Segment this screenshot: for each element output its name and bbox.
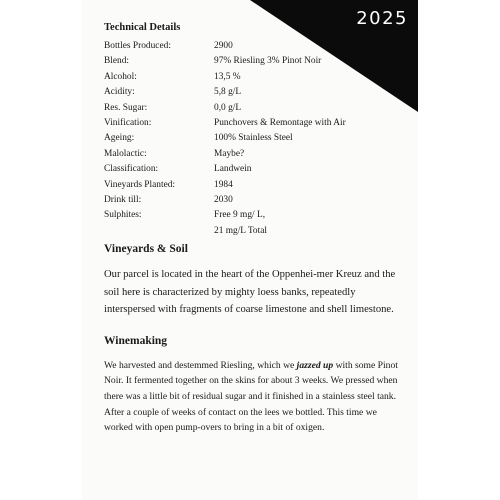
spec-label: Sulphites: <box>104 210 142 221</box>
spec-row <box>104 224 404 239</box>
spec-row <box>104 70 404 85</box>
wine-tech-sheet <box>82 0 418 500</box>
spec-label: Vineyards Planted: <box>104 179 176 190</box>
spec-value: 100% Stainless Steel <box>214 133 293 144</box>
technical-details-heading: Technical Details <box>104 22 181 33</box>
spec-value: 13,5 % <box>214 71 241 82</box>
spec-label: Classification: <box>104 164 159 175</box>
spec-label: Res. Sugar: <box>104 102 148 113</box>
spec-value: 1984 <box>214 179 233 190</box>
spec-row <box>104 85 404 100</box>
spec-label: Blend: <box>104 56 129 67</box>
spec-row <box>104 116 404 131</box>
spec-row <box>104 162 404 177</box>
vineyards-heading: Vineyards & Soil <box>104 243 188 256</box>
winemaking-text-start: We harvested and destemmed Riesling, which we <box>104 359 297 371</box>
spec-row <box>104 131 404 146</box>
spec-row <box>104 147 404 162</box>
winemaking-text <box>104 358 404 436</box>
spec-value: 2900 <box>214 41 233 51</box>
spec-label: Vinification: <box>104 118 152 129</box>
spec-value: 5,8 g/L <box>214 87 242 98</box>
spec-label: Malolactic: <box>104 148 147 159</box>
spec-label: Bottles Produced: <box>104 41 171 51</box>
spec-row <box>104 101 404 116</box>
sheet-content <box>104 22 404 436</box>
spec-value: Punchovers & Remontage with Air <box>214 118 346 129</box>
spec-row <box>104 39 404 54</box>
winemaking-emphasis: jazzed up <box>296 359 334 371</box>
spec-row <box>104 208 404 223</box>
spec-value: Landwein <box>214 164 252 175</box>
spec-value: 97% Riesling 3% Pinot Noir <box>214 56 322 67</box>
spec-value: Free 9 mg/ L, <box>214 210 266 221</box>
spec-row <box>104 178 404 193</box>
spec-value: 21 mg/L Total <box>214 225 267 236</box>
spec-label: Ageing: <box>104 133 135 144</box>
winemaking-text-end: with some Pinot Noir. It fermented together on the skins for about 3 weeks. We pressed when there was a little bit of residual sugar and it finished in a stainless steel tank. After a couple of weeks of contact on the lees we bottled. This time we worked with open pump-overs to bring in a bit of oxigen. <box>104 359 398 434</box>
spec-label: Alcohol: <box>104 71 137 82</box>
vintage-year: 2025 <box>356 8 408 29</box>
spec-label: Acidity: <box>104 87 135 98</box>
spec-label <box>104 224 214 239</box>
winemaking-heading: Winemaking <box>104 334 168 347</box>
spec-value: 2030 <box>214 195 233 206</box>
technical-details-table <box>104 39 404 239</box>
spec-row <box>104 54 404 69</box>
vineyards-text: Our parcel is located in the heart of the Oppenhei-mer Kreuz and the soil here is characterized by mighty loess banks, repeatedly interspersed with fragments of coarse limestone and shell limestone. <box>104 269 396 316</box>
spec-value: 0,0 g/L <box>214 102 242 113</box>
spec-value: Maybe? <box>214 148 245 159</box>
spec-label: Drink till: <box>104 195 142 206</box>
spec-row <box>104 193 404 208</box>
